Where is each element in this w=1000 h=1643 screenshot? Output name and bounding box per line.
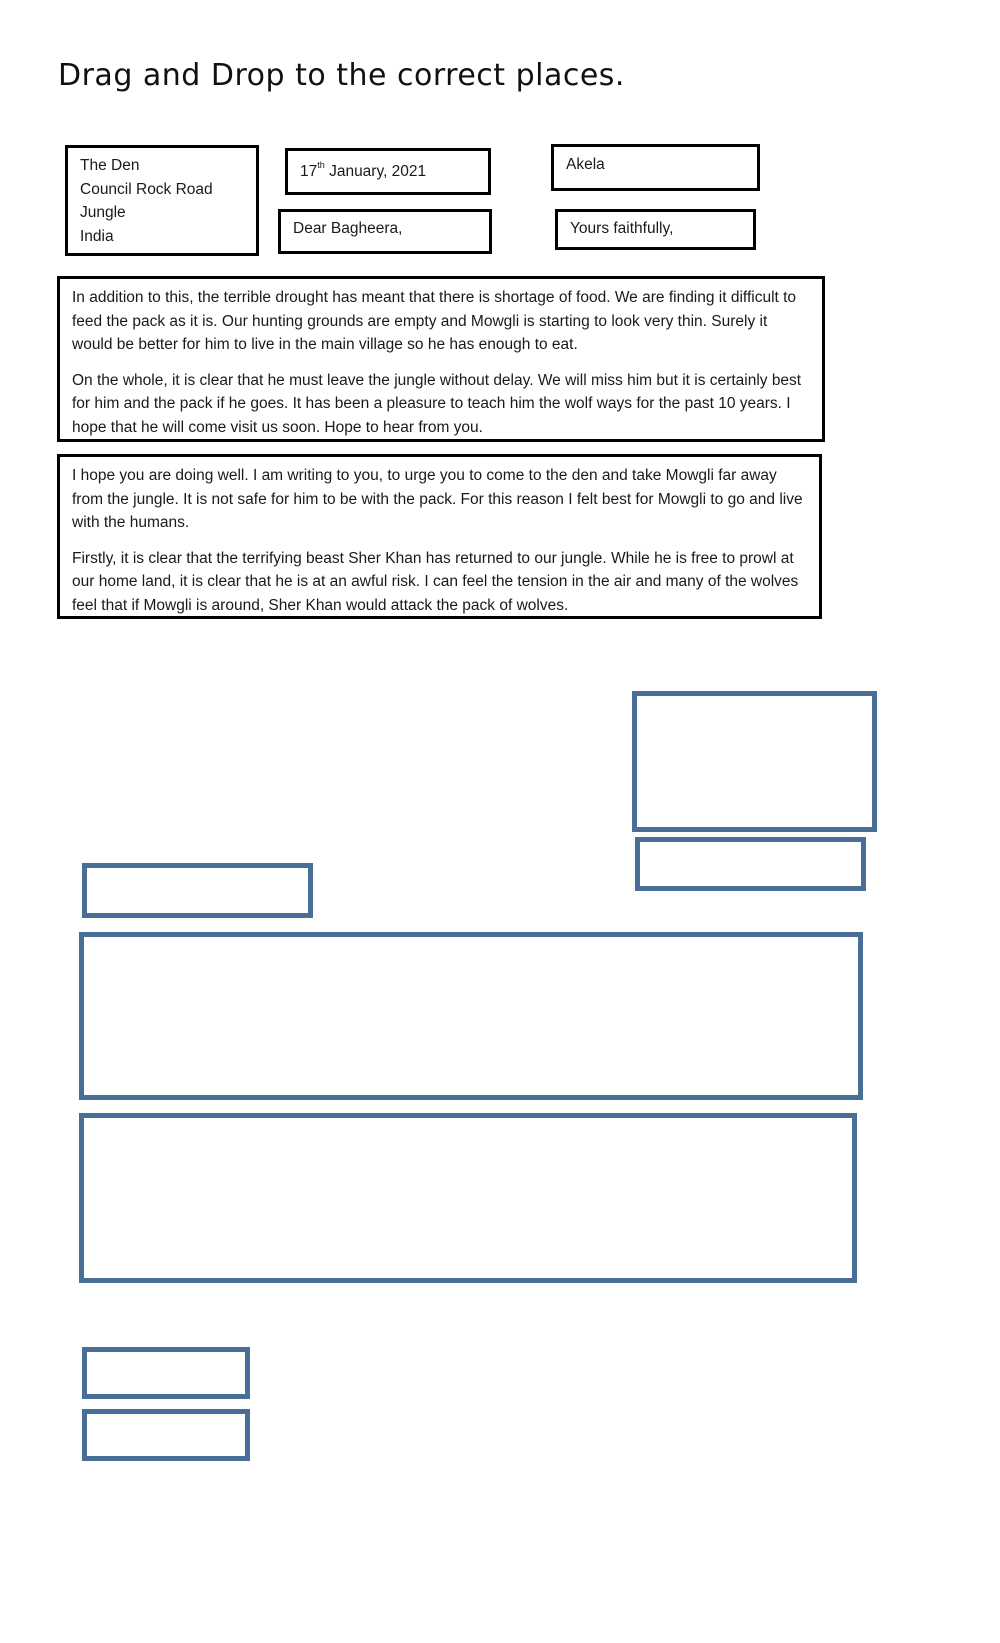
date-text — [300, 160, 476, 184]
drop-zone-signature[interactable] — [82, 1409, 250, 1461]
signature-card[interactable] — [551, 144, 760, 191]
signature-text: Akela — [566, 156, 605, 173]
date-suffix: th — [317, 159, 325, 170]
page-title: Drag and Drop to the correct places. — [58, 58, 625, 93]
drop-zone-closing[interactable] — [82, 1347, 250, 1399]
address-line: Jungle — [80, 204, 126, 221]
greeting-text: Dear Bagheera, — [293, 220, 403, 237]
paragraph-card-conclusion[interactable] — [57, 276, 825, 442]
date-card[interactable] — [285, 148, 491, 195]
drop-zone-greeting[interactable] — [82, 863, 313, 918]
greeting-card[interactable] — [278, 209, 492, 254]
address-line: Council Rock Road — [80, 180, 213, 198]
closing-text: Yours faithfully, — [570, 220, 674, 237]
drop-zone-address[interactable] — [632, 691, 877, 832]
address-line: India — [80, 227, 114, 245]
paragraph-text: I hope you are doing well. I am writing to you, to urge you to come to the den and take Mowgli far away from the jungle. It is not safe for him to be with the pack. For this reason I felt best for Mowgli to go and live with the humans. — [72, 467, 803, 531]
drop-zone-paragraph-1[interactable] — [79, 932, 863, 1100]
paragraph-text: In addition to this, the terrible drought has meant that there is shortage of food. We are finding it difficult to feed the pack as it is. Our hunting grounds are empty and Mowgli is starting to look very thin. Surely it would be better for him to live in the main village so he has enough to eat. — [72, 289, 797, 353]
date-rest: January, 2021 — [324, 163, 427, 180]
paragraph-text: On the whole, it is clear that he must leave the jungle without delay. We will miss him but it is certainly best for him and the pack if he goes. It has been a pleasure to teach him the wolf ways for the past 10 years. I hope that he will come visit us soon. Hope to hear from you. — [72, 371, 802, 436]
drop-zone-paragraph-2[interactable] — [79, 1113, 857, 1283]
address-line: The Den — [80, 157, 140, 174]
closing-card[interactable] — [555, 209, 756, 250]
drop-zone-date[interactable] — [635, 837, 866, 891]
date-day: 17 — [300, 163, 318, 180]
paragraph-card-introduction[interactable] — [57, 454, 822, 619]
paragraph-text: Firstly, it is clear that the terrifying beast Sher Khan has returned to our jungle. While he is free to prowl at our home land, it is clear that he is at an awful risk. I can feel the tension in the air and many of the wolves feel that if Mowgli is around, Sher Khan would attack the pack of wolves. — [72, 549, 799, 614]
address-card[interactable] — [65, 145, 259, 256]
